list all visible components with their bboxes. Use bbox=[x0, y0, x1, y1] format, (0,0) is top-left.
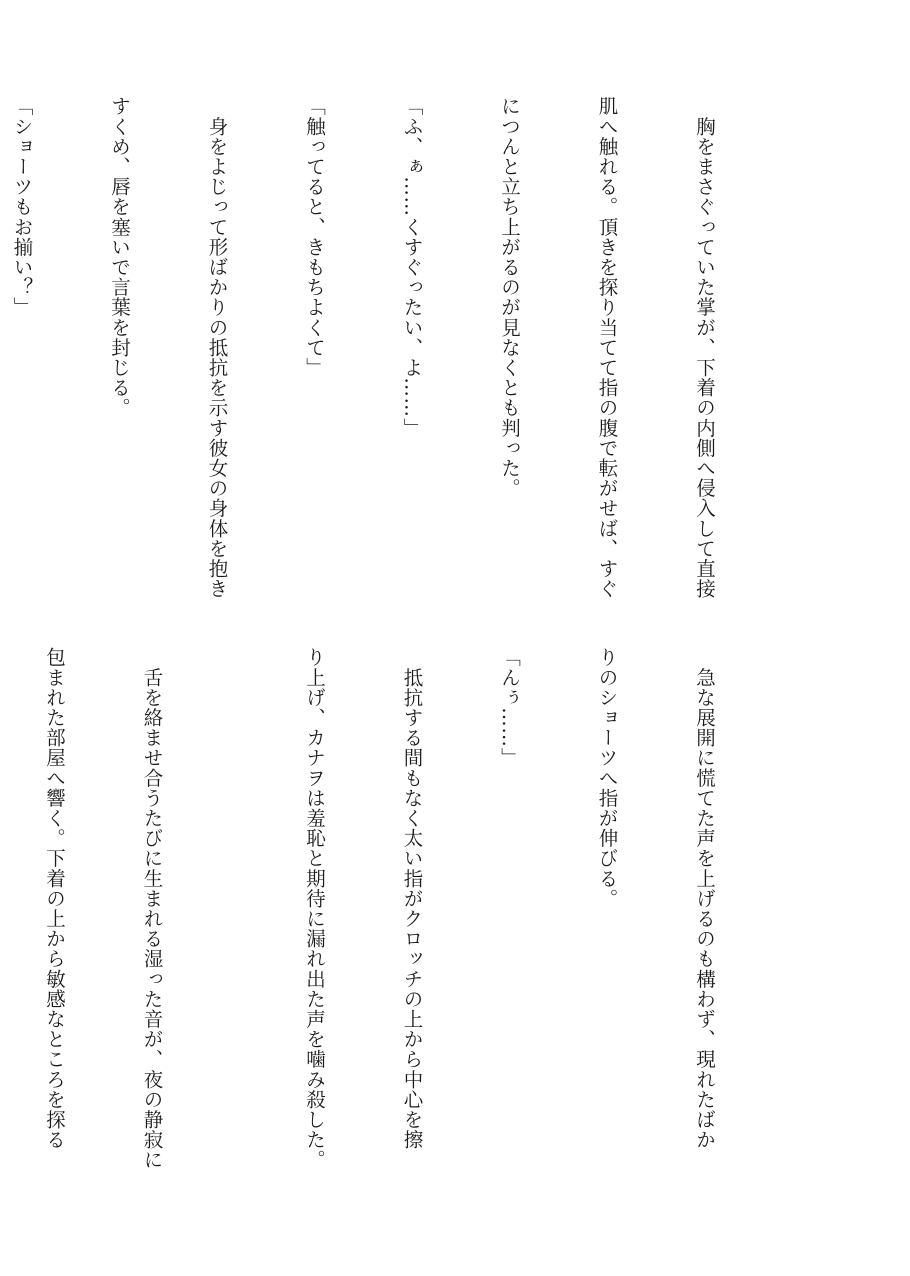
text-line: 「ショーツもお揃い？」 bbox=[10, 96, 34, 318]
text-block-bottom bbox=[0, 647, 785, 1170]
text-line: 胸をまさぐっていた掌が、下着の内側へ侵入して直接 bbox=[693, 96, 716, 599]
text-line: 身をよじって形ばかりの抵抗を示す彼女の身体を抱き bbox=[205, 96, 229, 599]
text-line: りのショーツへ指が伸びる。 bbox=[595, 647, 619, 909]
text-line: 「触ってると、きもちよくて」 bbox=[303, 96, 326, 378]
text-line: 抵抗する間もなく太い指がクロッチの上から中心を擦 bbox=[400, 647, 424, 1150]
text-line: 「んぅ……」 bbox=[498, 647, 521, 768]
text-line: 舌を絡ませ合うたびに生まれる湿った音が、夜の静寂に bbox=[140, 647, 164, 1170]
text-line: すくめ、唇を塞いで言葉を封じる。 bbox=[108, 96, 131, 418]
text-line: り上げ、カナヲは羞恥と期待に漏れ出た声を噛み殺した。 bbox=[303, 647, 326, 1170]
text-block-top bbox=[0, 96, 785, 616]
text-line: 急な展開に慌てた声を上げるのも構わず、現れたばか bbox=[693, 647, 716, 1150]
text-line: につんと立ち上がるのが見なくとも判った。 bbox=[498, 96, 521, 498]
text-line: 包まれた部屋へ響く。下着の上から敏感なところを探る bbox=[43, 647, 66, 1150]
text-line: 肌へ触れる。頂きを探り当てて指の腹で転がせば、すぐ bbox=[595, 96, 619, 599]
text-line: 「ふ、ぁ……くすぐったい、よ……」 bbox=[400, 96, 424, 438]
